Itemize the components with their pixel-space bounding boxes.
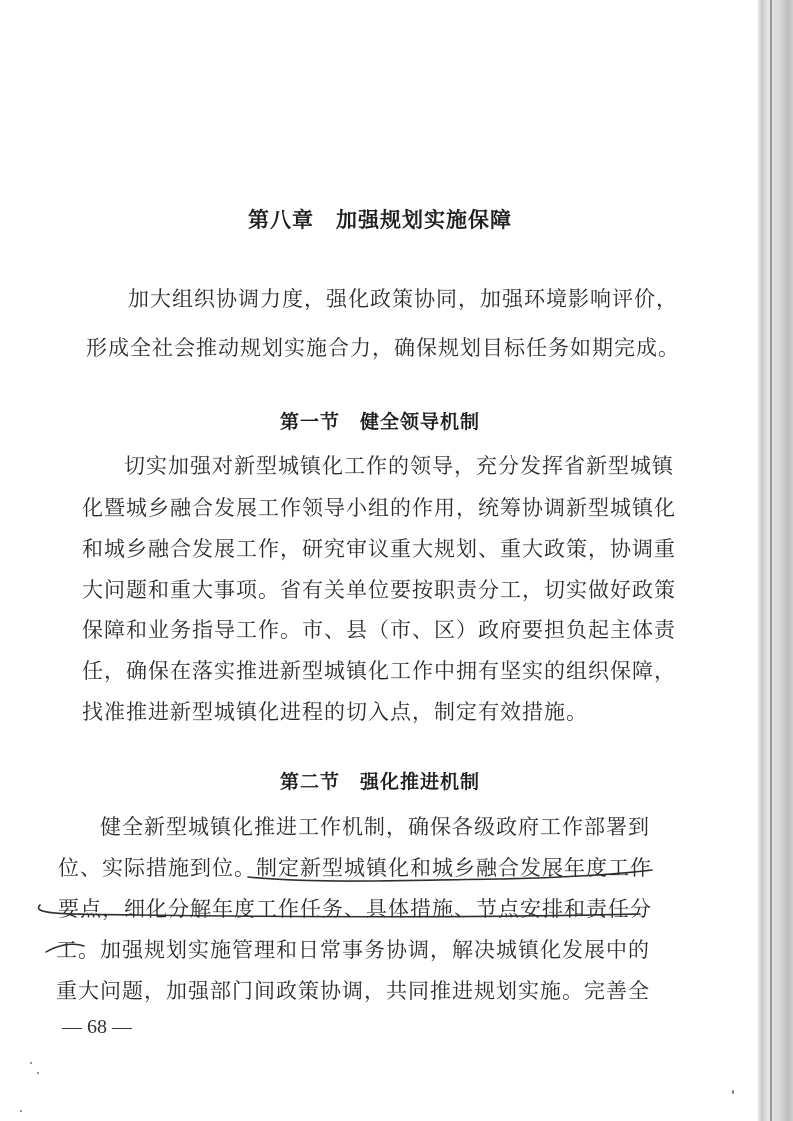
section-1-line-4: 大问题和重大事项。省有关单位要按职责分工，切实做好政策 bbox=[82, 578, 676, 602]
intro-line-1: 加大组织协调力度，强化政策协同，加强环境影响评价， bbox=[128, 287, 678, 311]
section-1-line-2: 化暨城乡融合发展工作领导小组的作用，统筹协调新型城镇化 bbox=[82, 496, 676, 520]
handwritten-underline-2 bbox=[38, 905, 640, 917]
section-2-line-2: 位、实际措施到位。制定新型城镇化和城乡融合发展年度工作 bbox=[58, 856, 652, 880]
section-1-line-7: 找准推进新型城镇化进程的切入点，制定有效措施。 bbox=[82, 700, 588, 724]
section-1-line-6: 任，确保在落实推进新型城镇化工作中拥有坚实的组织保障， bbox=[82, 659, 676, 683]
chapter-title: 第八章 加强规划实施保障 bbox=[248, 208, 512, 232]
section-1-line-3: 和城乡融合发展工作，研究审议重大规划、重大政策，协调重 bbox=[82, 537, 676, 561]
section-2-line-5: 重大问题，加强部门间政策协调，共同推进规划实施。完善全 bbox=[56, 979, 650, 1003]
scan-speck bbox=[30, 1062, 32, 1064]
intro-line-2: 形成全社会推动规划实施合力，确保规划目标任务如期完成。 bbox=[86, 336, 680, 360]
section-2-line-1: 健全新型城镇化推进工作机制，确保各级政府工作部署到 bbox=[100, 815, 650, 839]
section-2-line-4: 工。加强规划实施管理和日常事务协调，解决城镇化发展中的 bbox=[56, 938, 650, 962]
section-1-line-1: 切实加强对新型城镇化工作的领导，充分发挥省新型城镇 bbox=[124, 454, 674, 478]
section-1-title: 第一节 健全领导机制 bbox=[279, 411, 480, 433]
scan-speck bbox=[732, 1090, 734, 1094]
page-number: — 68 — bbox=[62, 1016, 132, 1038]
handwritten-underline-3 bbox=[46, 944, 84, 952]
handwritten-underline-1 bbox=[248, 870, 652, 881]
section-1-line-5: 保障和业务指导工作。市、县（市、区）政府要担负起主体责 bbox=[82, 618, 676, 642]
section-2-line-3: 要点，细化分解年度工作任务、具体措施、节点安排和责任分 bbox=[58, 897, 652, 921]
section-2-title: 第二节 强化推进机制 bbox=[279, 771, 480, 793]
scan-speck bbox=[20, 1110, 22, 1112]
scan-speck bbox=[37, 1072, 39, 1074]
